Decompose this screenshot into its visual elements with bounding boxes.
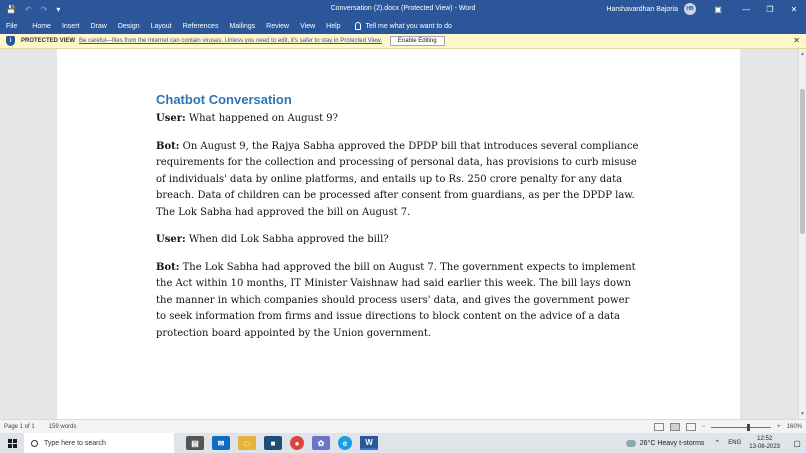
print-layout-icon[interactable] [670, 423, 680, 431]
paragraph-bot-1 [156, 139, 642, 222]
tab-home[interactable]: Home [32, 22, 51, 30]
tab-design[interactable]: Design [117, 22, 140, 30]
tab-layout[interactable]: Layout [150, 22, 172, 30]
search-icon [31, 440, 38, 447]
customize-toolbar-chevron-icon[interactable]: ▾ [56, 4, 61, 14]
mail-icon[interactable]: ✉ [212, 436, 230, 450]
page-count[interactable]: Page 1 of 1 [4, 423, 35, 430]
clock-date: 13-08-2023 [749, 444, 780, 450]
protected-view-bar [0, 34, 806, 49]
window-controls [706, 0, 806, 18]
chevron-up-icon[interactable]: ⌃ [714, 440, 721, 447]
document-content [156, 92, 642, 353]
status-bar [0, 419, 806, 433]
save-icon[interactable]: 💾 [6, 4, 16, 14]
chrome-icon[interactable]: ● [290, 436, 304, 450]
store-icon[interactable]: ■ [264, 436, 282, 450]
clock-time: 12:52 [757, 436, 773, 442]
task-view-icon[interactable]: ▤ [186, 436, 204, 450]
taskbar [0, 433, 806, 453]
paragraph-bot-2 [156, 260, 642, 343]
tab-file[interactable]: File [6, 22, 18, 30]
speaker-label: Bot: [156, 261, 180, 273]
protected-view-label: PROTECTED VIEW [21, 38, 76, 44]
scroll-down-icon[interactable]: ▼ [800, 411, 805, 417]
zoom-in-icon[interactable]: + [777, 424, 781, 430]
ribbon-tabs [0, 18, 806, 34]
title-bar [0, 0, 806, 18]
tell-me-text[interactable]: Tell me what you want to do [365, 22, 452, 30]
scrollbar-thumb[interactable] [800, 89, 805, 234]
speaker-label: User: [156, 234, 186, 245]
paragraph-user-2 [156, 232, 642, 249]
close-icon[interactable]: ✕ [793, 36, 800, 45]
undo-icon[interactable]: ↶ [24, 4, 32, 14]
tab-references[interactable]: References [182, 22, 219, 30]
doc-title-text: Conversation (2).docx (Protected View) - Word [330, 5, 476, 12]
close-icon[interactable]: ✕ [790, 4, 798, 14]
tab-view[interactable]: View [300, 22, 316, 30]
zoom-out-icon[interactable]: − [701, 424, 706, 430]
file-explorer-icon[interactable]: □ [238, 436, 256, 450]
weather-text[interactable]: 26°C Heavy t-storms [639, 439, 705, 447]
storm-cloud-icon [626, 440, 636, 447]
word-count[interactable]: 159 words [48, 423, 77, 430]
scroll-up-icon[interactable]: ▲ [800, 51, 805, 57]
app-icon[interactable]: ✿ [312, 436, 330, 450]
word-icon[interactable]: W [360, 436, 378, 450]
user-name[interactable]: Harshavardhan Bajoria [606, 5, 678, 13]
redo-icon[interactable]: ↷ [40, 4, 48, 14]
document-page [57, 49, 740, 419]
view-controls [654, 420, 802, 434]
protected-view-message[interactable]: Be careful—files from the Internet can contain viruses. Unless you need to edit, it's safer to stay in Protected View. [79, 38, 382, 44]
web-layout-icon[interactable] [686, 423, 696, 431]
speaker-label: Bot: [156, 140, 180, 152]
tell-me-search[interactable] [355, 22, 452, 30]
tab-help[interactable]: Help [326, 22, 341, 30]
windows-icon [8, 439, 17, 448]
pinned-apps [186, 433, 378, 453]
lightbulb-icon [355, 22, 361, 30]
speaker-label: User: [156, 113, 186, 124]
maximize-icon[interactable]: ❐ [766, 4, 774, 14]
system-tray [626, 433, 806, 453]
zoom-level[interactable]: 160% [786, 424, 802, 430]
document-heading: Chatbot Conversation [156, 92, 292, 107]
tab-review[interactable]: Review [266, 22, 290, 30]
language-indicator[interactable]: ENG [728, 440, 742, 446]
quick-access-toolbar [0, 0, 60, 18]
message-text: The Lok Sabha had approved the bill on August 7. The government expects to implement the Act within 10 months, IT Minister Vaishnaw had said earlier this week. The bill lays down the manner in which companies should process users' data, and gives the government power to seek information from firms and issue directions to block content on the advice of a data protection board appointed by the Union government. [156, 261, 636, 339]
taskbar-search[interactable] [24, 433, 174, 453]
paragraph-user-1 [156, 111, 642, 128]
message-text: When did Lok Sabha approved the bill? [185, 234, 389, 245]
account-area[interactable] [606, 3, 696, 15]
avatar[interactable]: HB [684, 3, 696, 15]
zoom-slider[interactable] [711, 427, 771, 428]
vertical-scrollbar[interactable] [798, 49, 806, 419]
zoom-slider-knob[interactable] [747, 424, 750, 431]
document-area [0, 49, 798, 419]
weather-widget[interactable] [626, 440, 705, 447]
edge-icon[interactable]: e [338, 436, 352, 450]
shield-icon: i [6, 36, 15, 46]
notifications-icon[interactable]: ▢ [793, 438, 801, 448]
clock[interactable] [749, 435, 780, 451]
enable-editing-button[interactable]: Enable Editing [390, 36, 445, 46]
tab-insert[interactable]: Insert [61, 22, 80, 30]
ribbon-display-options-icon[interactable]: ▣ [714, 4, 722, 14]
tab-draw[interactable]: Draw [90, 22, 107, 30]
minimize-icon[interactable]: — [742, 4, 750, 14]
message-text: What happened on August 9? [185, 113, 339, 124]
tab-mailings[interactable]: Mailings [229, 22, 256, 30]
search-placeholder[interactable]: Type here to search [44, 439, 106, 447]
start-button[interactable] [0, 433, 24, 453]
message-text: On August 9, the Rajya Sabha approved the DPDP bill that introduces several compliance requirements for the collection and processing of personal data, has provisions to curb misuse of individuals' data by online platforms, and entails up to Rs. 250 crore penalty for any data breach. Data of children can be processed after consent from guardians, as per the DPDP law. The Lok Sabha had approved the bill on August 7. [156, 140, 639, 218]
read-mode-icon[interactable] [654, 423, 664, 431]
